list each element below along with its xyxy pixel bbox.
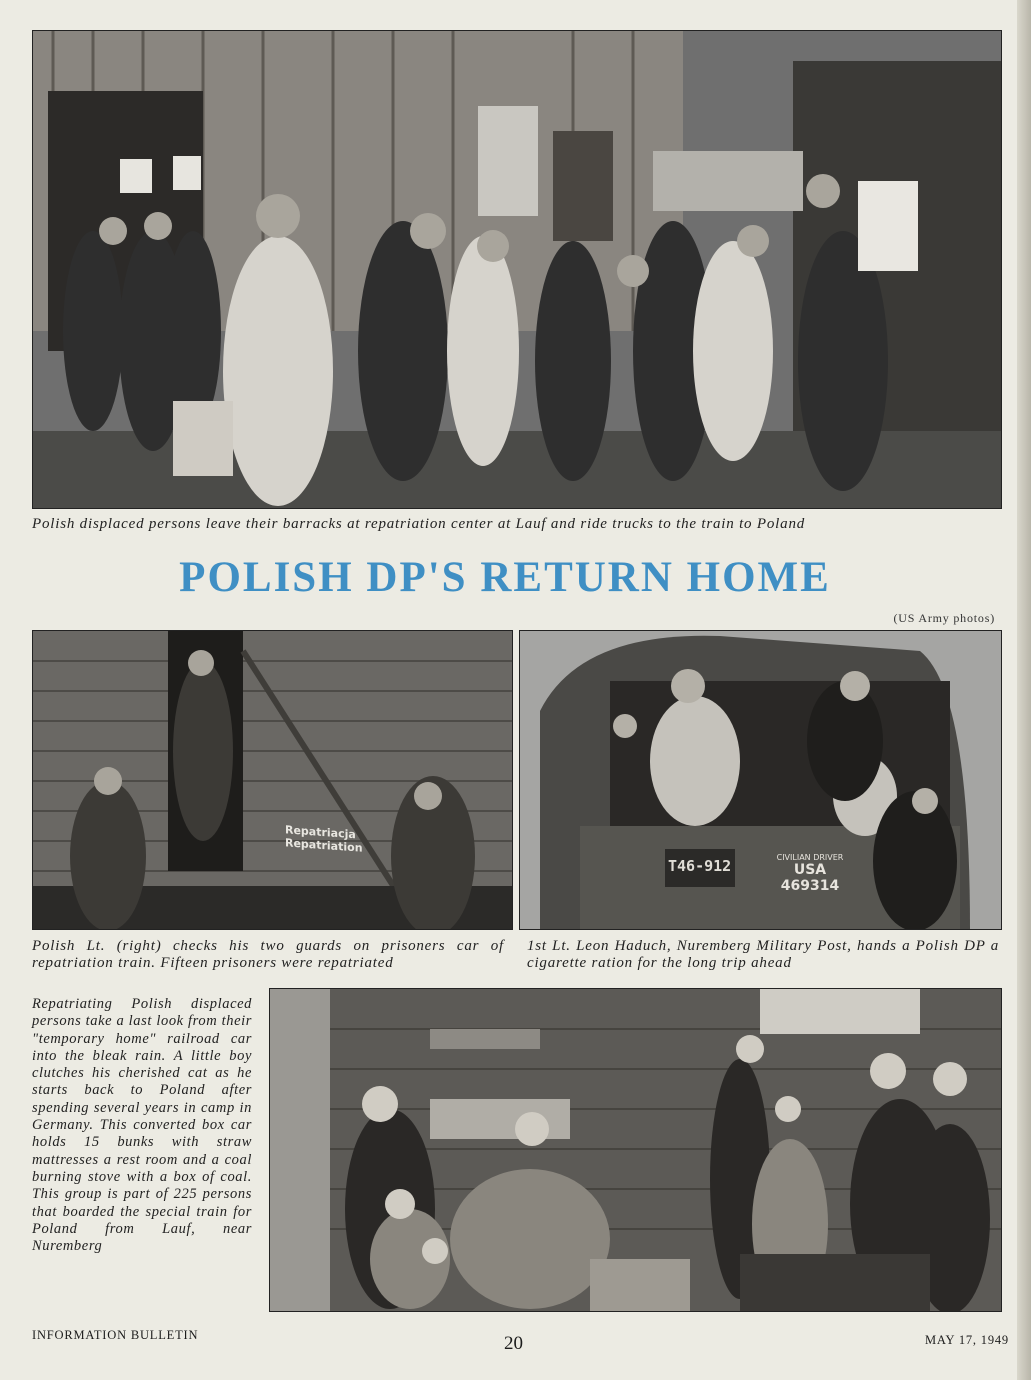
tailgate-line1: CIVILIAN DRIVER bbox=[776, 853, 844, 862]
prisoner-car-caption: Polish Lt. (right) checks his two guards on prisoners car of repatriation train. Fifteen prisoners were repatriated bbox=[32, 938, 504, 971]
top-photo-image bbox=[33, 31, 1001, 508]
boxcar-photo bbox=[269, 988, 1002, 1312]
prisoner-car-photo bbox=[32, 630, 513, 930]
page-title: POLISH DP'S RETURN HOME bbox=[179, 554, 831, 601]
truck-caption: 1st Lt. Leon Haduch, Nuremberg Military Post, hands a Polish DP a cigarette ration for the long trip ahead bbox=[527, 938, 999, 971]
top-photo-caption: Polish displaced persons leave their barracks at repatriation center at Lauf and ride trucks to the train to Poland bbox=[32, 516, 806, 532]
tailgate-line2: USA bbox=[793, 862, 827, 878]
page-edge bbox=[1017, 0, 1031, 1380]
boxcar-story-text: Repatriating Polish displaced persons take a last look from their "temporary home" railroad car into the bleak rain. A little boy clutches his cherished cat as he starts back to Poland after spending several years in camp in Germany. This converted box car holds 15 bunks with straw mattresses a rest room and a coal burning stove with a box of coal. This group is part of 225 persons that boarded the special train for Poland from Lauf, near Nuremberg bbox=[32, 996, 252, 1255]
photo-credit: (US Army photos) bbox=[893, 611, 995, 625]
truck-photo bbox=[519, 630, 1002, 930]
publication-name: INFORMATION BULLETIN bbox=[32, 1328, 199, 1342]
page-number: 20 bbox=[504, 1333, 523, 1354]
top-photo bbox=[32, 30, 1002, 509]
tailgate-line3: 469314 bbox=[780, 878, 840, 894]
car-sign-line2: Repatriation bbox=[285, 836, 363, 855]
license-plate: T46-912 bbox=[668, 857, 732, 875]
car-sign-line1: Repatriacja bbox=[285, 823, 356, 842]
car-sign bbox=[285, 823, 363, 854]
tailgate-markings bbox=[765, 853, 855, 894]
issue-date: MAY 17, 1949 bbox=[924, 1333, 1009, 1347]
